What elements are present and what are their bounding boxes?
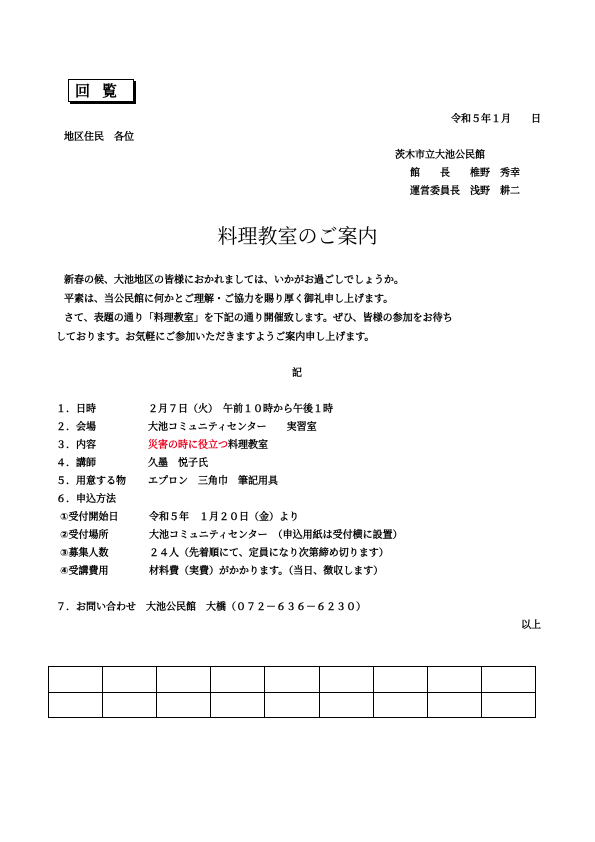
intro-line: さて、表題の通り「料理教室」を下記の通り開催致します。ぜひ、皆様の参加をお待ち	[64, 313, 453, 324]
content-highlight: 災害の時に役立つ	[148, 440, 228, 451]
signoff-cell	[373, 667, 427, 693]
item-bring-value: エプロン 三角巾 筆記用具	[148, 476, 278, 487]
signoff-cell	[265, 667, 319, 693]
intro-line: 平素は、当公民館に何かとご理解・ご協力を賜り厚く御礼申し上げます。	[64, 294, 394, 305]
item-bring-label: ５．用意する物	[56, 476, 126, 487]
item-venue-label: ２．会場	[56, 422, 96, 433]
apply-sub-value: 大池コミュニティセンター （申込用紙は受付横に設置）	[149, 530, 403, 541]
signoff-cell	[103, 692, 157, 718]
contact-info: ７．お問い合わせ 大池公民館 大橋（０７２－６３６－６２３０）	[56, 602, 366, 613]
apply-sub-value: ２４人（先着順にて、定員になり次第締め切ります）	[149, 548, 389, 559]
signoff-row	[49, 667, 536, 693]
signoff-cell	[319, 692, 373, 718]
item-venue-value: 大池コミュニティセンター 実習室	[148, 422, 317, 433]
signoff-cell	[265, 692, 319, 718]
item-lecturer-label: ４．講師	[56, 458, 96, 469]
item-content-label: ３．内容	[56, 440, 96, 451]
signoff-cell	[373, 692, 427, 718]
signoff-cell	[319, 667, 373, 693]
intro-line: 新春の候、大池地区の皆様におかれましては、いかがお過ごしでしょうか。	[64, 275, 404, 286]
intro-line: しております。お気軽にご参加いただきますようご案内申し上げます。	[56, 332, 375, 343]
signoff-cell	[49, 692, 103, 718]
signoff-cell	[211, 667, 265, 693]
item-date-value: ２月７日（火） 午前１０時から午後１時	[148, 404, 333, 415]
signoff-cell	[481, 692, 535, 718]
item-content-value	[148, 436, 268, 451]
signoff-cell	[103, 667, 157, 693]
signoff-cell	[157, 692, 211, 718]
item-date-label: １．日時	[56, 404, 96, 415]
item-apply-label: ６．申込方法	[56, 494, 116, 505]
signoff-cell	[427, 667, 481, 693]
recipient: 地区住民 各位	[64, 132, 134, 143]
apply-sub-label: ④受講費用	[60, 566, 109, 577]
sender-director: 館 長 椎野 秀幸	[410, 168, 520, 179]
signoff-cell	[157, 667, 211, 693]
signoff-cell	[427, 692, 481, 718]
apply-sub-label: ③募集人数	[60, 548, 109, 559]
end-mark: 以上	[521, 620, 541, 631]
circular-stamp: 回覧	[68, 79, 134, 102]
apply-sub-label: ②受付場所	[60, 530, 109, 541]
sender-committee: 運営委員長 浅野 耕二	[410, 186, 520, 197]
signoff-grid	[48, 666, 536, 718]
signoff-cell	[481, 667, 535, 693]
content-rest: 料理教室	[228, 440, 268, 451]
signoff-row	[49, 692, 536, 718]
apply-sub-value: 令和５年 １月２０日（金）より	[149, 512, 299, 523]
page-title: 料理教室のご案内	[217, 224, 378, 248]
apply-sub-label: ①受付開始日	[60, 512, 119, 523]
apply-sub-value: 材料費（実費）がかかります。（当日、徴収します）	[149, 566, 384, 577]
signoff-cell	[211, 692, 265, 718]
ki-heading: 記	[292, 368, 302, 379]
signoff-cell	[49, 667, 103, 693]
issue-date: 令和５年１月 日	[451, 114, 541, 125]
sender-org: 茨木市立大池公民館	[395, 150, 485, 161]
item-lecturer-value: 久墨 悦子氏	[148, 458, 208, 469]
